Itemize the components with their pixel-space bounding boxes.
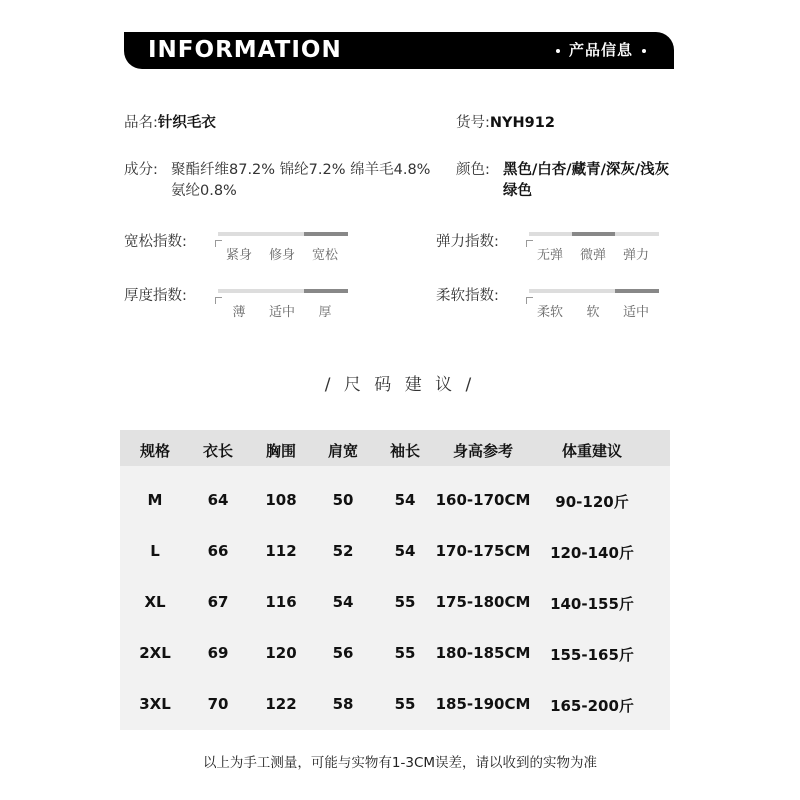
- size-section-title: / 尺 码 建 议 /: [324, 375, 476, 395]
- table-cell: 120-140斤: [550, 544, 634, 562]
- product-code: [456, 113, 555, 133]
- table-cell: 55: [394, 644, 416, 662]
- table-cell: 2XL: [139, 644, 171, 662]
- table-cell: 175-180CM: [435, 593, 531, 611]
- thickness-option: 厚: [318, 305, 332, 320]
- looseness-bar-segment: [261, 232, 305, 236]
- table-cell: 116: [265, 593, 297, 611]
- table-cell: M: [147, 491, 163, 509]
- elasticity-option: 弹力: [622, 248, 649, 263]
- table-cell: 69: [207, 644, 229, 662]
- table-cell: 54: [394, 491, 416, 509]
- table-cell: 3XL: [139, 695, 171, 713]
- table-cell: 56: [332, 644, 354, 662]
- thickness-option: 薄: [232, 305, 246, 320]
- table-cell: 55: [394, 593, 416, 611]
- elasticity-bar-segment: [529, 232, 573, 236]
- color-line2-value: 绿色: [503, 183, 532, 199]
- table-cell: 64: [207, 491, 229, 509]
- product-code-label: 货号:: [456, 115, 490, 131]
- thickness-bar-segment: [304, 289, 348, 293]
- softness-option: 柔软: [536, 305, 563, 320]
- table-cell: 155-165斤: [550, 646, 634, 664]
- softness-bar-segment: [615, 289, 659, 293]
- elasticity-bar-segment: [615, 232, 659, 236]
- softness-bar-segment: [572, 289, 616, 293]
- looseness-bar-segment: [304, 232, 348, 236]
- composition-line2: 氨纶0.8%: [171, 183, 237, 199]
- dot-icon: [642, 49, 646, 53]
- thickness-option: 适中: [268, 305, 295, 320]
- elasticity-option: 微弹: [579, 248, 606, 263]
- looseness-option: 紧身: [225, 248, 252, 263]
- header-title: INFORMATION: [148, 37, 342, 63]
- softness-option: 适中: [622, 305, 649, 320]
- table-cell: 122: [265, 695, 297, 713]
- elasticity-index-label: 弹力指数:: [436, 234, 499, 250]
- header-subtitle: [547, 36, 655, 64]
- table-cell: 67: [207, 593, 229, 611]
- size-table: [120, 430, 670, 730]
- table-cell: 52: [332, 542, 354, 560]
- table-header-cell: 胸围: [265, 442, 296, 460]
- softness-option: 软: [586, 305, 600, 320]
- looseness-bar-segment: [218, 232, 262, 236]
- looseness-index-label: 宽松指数:: [124, 234, 187, 250]
- product-name-value: 针织毛衣: [157, 115, 216, 131]
- composition-label: 成分:: [124, 162, 158, 178]
- table-cell: 140-155斤: [550, 595, 634, 613]
- table-cell: 108: [265, 491, 297, 509]
- elasticity-option: 无弹: [536, 248, 563, 263]
- header-subtitle-text: 产品信息: [568, 41, 633, 59]
- looseness-option: 修身: [268, 248, 295, 263]
- table-cell: 54: [332, 593, 354, 611]
- table-cell: 165-200斤: [550, 697, 634, 715]
- table-cell: 58: [332, 695, 354, 713]
- color-line2: [503, 181, 532, 201]
- product-name-label: 品名:: [124, 115, 158, 131]
- table-cell: 90-120斤: [555, 493, 629, 511]
- looseness-option: 宽松: [311, 248, 338, 263]
- thickness-bar-segment: [218, 289, 262, 293]
- softness-bar-segment: [529, 289, 573, 293]
- composition-line1: 聚酯纤维87.2% 锦纶7.2% 绵羊毛4.8%: [171, 162, 431, 178]
- thickness-index-label: 厚度指数:: [124, 288, 187, 304]
- thickness-bar-segment: [261, 289, 305, 293]
- table-cell: 70: [207, 695, 229, 713]
- table-header-cell: 肩宽: [327, 442, 358, 460]
- table-cell: XL: [144, 593, 166, 611]
- table-cell: 55: [394, 695, 416, 713]
- table-cell: 160-170CM: [435, 491, 531, 509]
- table-cell: 170-175CM: [435, 542, 531, 560]
- elasticity-bar-segment: [572, 232, 616, 236]
- product-name: [124, 113, 216, 133]
- color-line1-value: 黑色/白杏/藏青/深灰/浅灰: [503, 162, 670, 178]
- table-header-cell: 衣长: [202, 442, 233, 460]
- table-cell: 185-190CM: [435, 695, 531, 713]
- color-line1: [503, 160, 669, 180]
- table-cell: 66: [207, 542, 229, 560]
- table-cell: 120: [265, 644, 297, 662]
- color-label: 颜色:: [456, 162, 490, 178]
- table-cell: 180-185CM: [435, 644, 531, 662]
- product-code-value: NYH912: [489, 115, 555, 131]
- table-cell: 112: [265, 542, 297, 560]
- table-cell: L: [150, 542, 160, 560]
- softness-index-label: 柔软指数:: [436, 288, 499, 304]
- table-header-cell: 袖长: [389, 442, 420, 460]
- table-cell: 54: [394, 542, 416, 560]
- table-cell: 50: [332, 491, 354, 509]
- table-header-cell: 规格: [139, 442, 170, 460]
- table-header-cell: 体重建议: [561, 442, 622, 460]
- dot-icon: [556, 49, 560, 53]
- footer-note: 以上为手工测量，可能与实物有1-3CM误差，请以收到的实物为准: [202, 755, 598, 771]
- table-header-cell: 身高参考: [452, 442, 513, 460]
